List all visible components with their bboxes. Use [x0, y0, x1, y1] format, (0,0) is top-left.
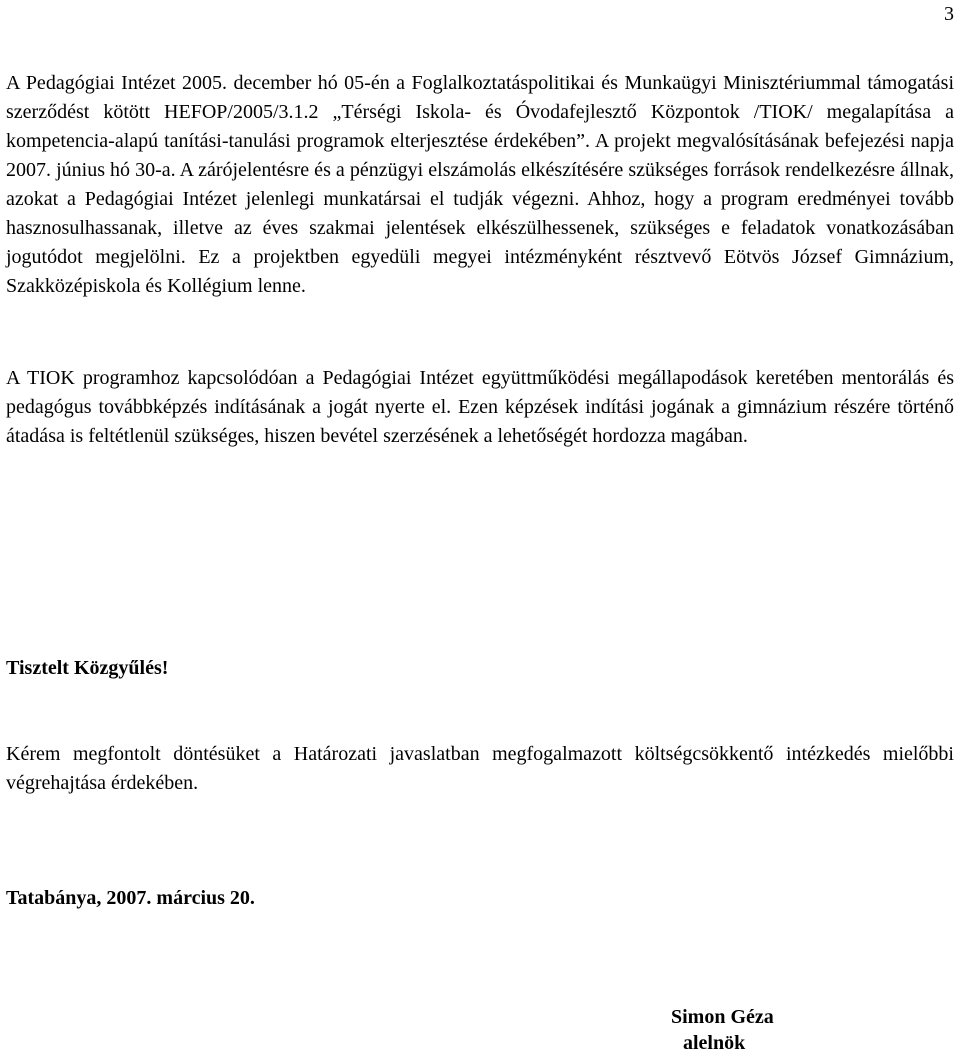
paragraph-tiok-rights: A TIOK programhoz kapcsolódóan a Pedagógiai Intézet együttműködési megállapodások keretében mentorálás és pedagógus továbbképzés indításának a jogát nyerte el. Ezen képzések indítási jogának a gimnázium részére történő átadása is feltétlenül szükséges, hiszen bevétel szerzésének a lehetőségét hordozza magában. — [6, 367, 954, 447]
signature-block — [671, 1004, 774, 1056]
paragraph-project-background: A Pedagógiai Intézet 2005. december hó 05-én a Foglalkoztatáspolitikai és Munkaügyi Minisztériummal támogatási szerződést kötött HEFOP/2005/3.1.2 „Térségi Iskola- és Óvodafejlesztő Központok /TIOK/ megalapítása a kompetencia-alapú tanítási-tanulási programok elterjesztése érdekében”. A projekt megvalósításának befejezési napja 2007. június hó 30-a. A zárójelentésre és a pénzügyi elszámolás elkészítésére szükséges források rendelkezésre állnak, azokat a Pedagógiai Intézet jelenlegi munkatársai el tudják végezni. Ahhoz, hogy a program eredményei tovább hasznosulhassanak, illetve az éves szakmai jelentések elkészülhessenek, szükséges e feladatok vonatkozásában jogutódot megjelölni. Ez a projektben egyedüli megyei intézményként résztvevő Eötvös József Gimnázium, Szakközépiskola és Kollégium lenne. — [6, 72, 954, 297]
dateline: Tatabánya, 2007. március 20. — [6, 887, 255, 909]
page-number: 3 — [944, 3, 954, 25]
paragraph-request: Kérem megfontolt döntésüket a Határozati javaslatban megfogalmazott költségcsökkentő intézkedés mielőbbi végrehajtása érdekében. — [6, 743, 954, 794]
salutation: Tisztelt Közgyűlés! — [6, 657, 169, 679]
signatory-role: alelnök — [683, 1032, 746, 1054]
signatory-name: Simon Géza — [671, 1006, 774, 1028]
